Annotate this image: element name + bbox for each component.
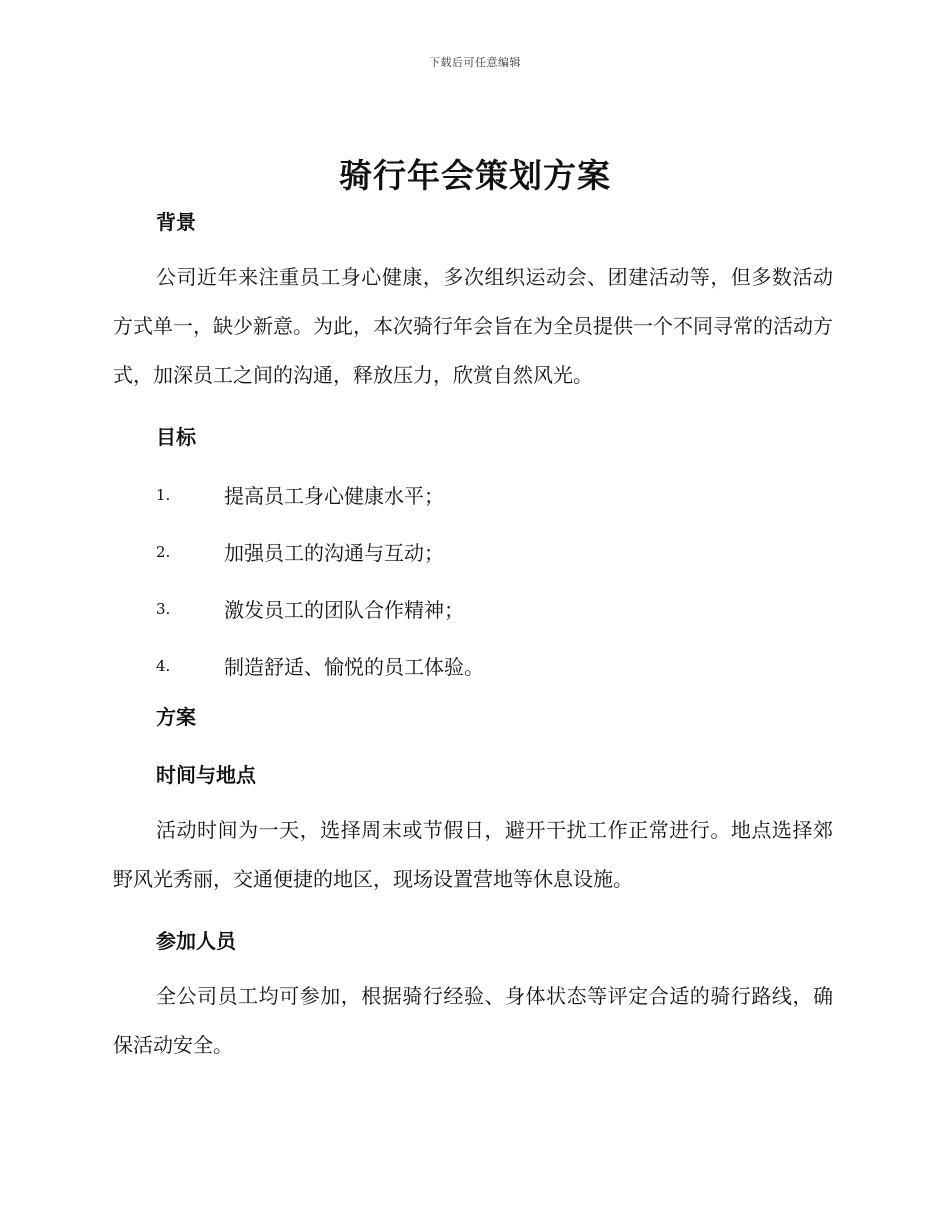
background-paragraph: 公司近年来注重员工身心健康，多次组织运动会、团建活动等，但多数活动方式单一，缺少新意。为此，本次骑行年会旨在为全员提供一个不同寻常的活动方式，加深员工之间的沟通，释放压力，欣赏自然风光。 — [113, 265, 833, 387]
list-item-number: 1. — [156, 485, 171, 504]
document-body — [113, 205, 833, 1070]
list-item — [113, 637, 833, 694]
list-item — [113, 580, 833, 637]
list-item — [113, 466, 833, 523]
list-item-text: 制造舒适、愉悦的员工体验。 — [224, 655, 484, 679]
list-item-text: 激发员工的团队合作精神； — [224, 598, 464, 622]
list-item-text: 加强员工的沟通与互动； — [224, 541, 444, 565]
section-heading-background: 背景 — [156, 210, 196, 234]
document-title: 骑行年会策划方案 — [339, 156, 611, 195]
section-heading-participants: 参加人员 — [156, 929, 236, 953]
section-heading-plan: 方案 — [156, 705, 196, 729]
list-item-number: 3. — [156, 599, 171, 618]
list-item-text: 提高员工身心健康水平； — [224, 484, 444, 508]
header-note: 下载后可任意编辑 — [429, 56, 521, 69]
section-heading-goals: 目标 — [156, 425, 196, 449]
time-place-paragraph: 活动时间为一天，选择周末或节假日，避开干扰工作正常进行。地点选择郊野风光秀丽，交通便捷的地区，现场设置营地等休息设施。 — [113, 818, 833, 891]
list-item-number: 2. — [156, 542, 171, 561]
participants-paragraph: 全公司员工均可参加，根据骑行经验、身体状态等评定合适的骑行路线，确保活动安全。 — [113, 984, 833, 1057]
list-item — [113, 523, 833, 580]
goals-list — [113, 466, 833, 694]
section-heading-time-place: 时间与地点 — [156, 763, 256, 787]
list-item-number: 4. — [156, 656, 171, 675]
